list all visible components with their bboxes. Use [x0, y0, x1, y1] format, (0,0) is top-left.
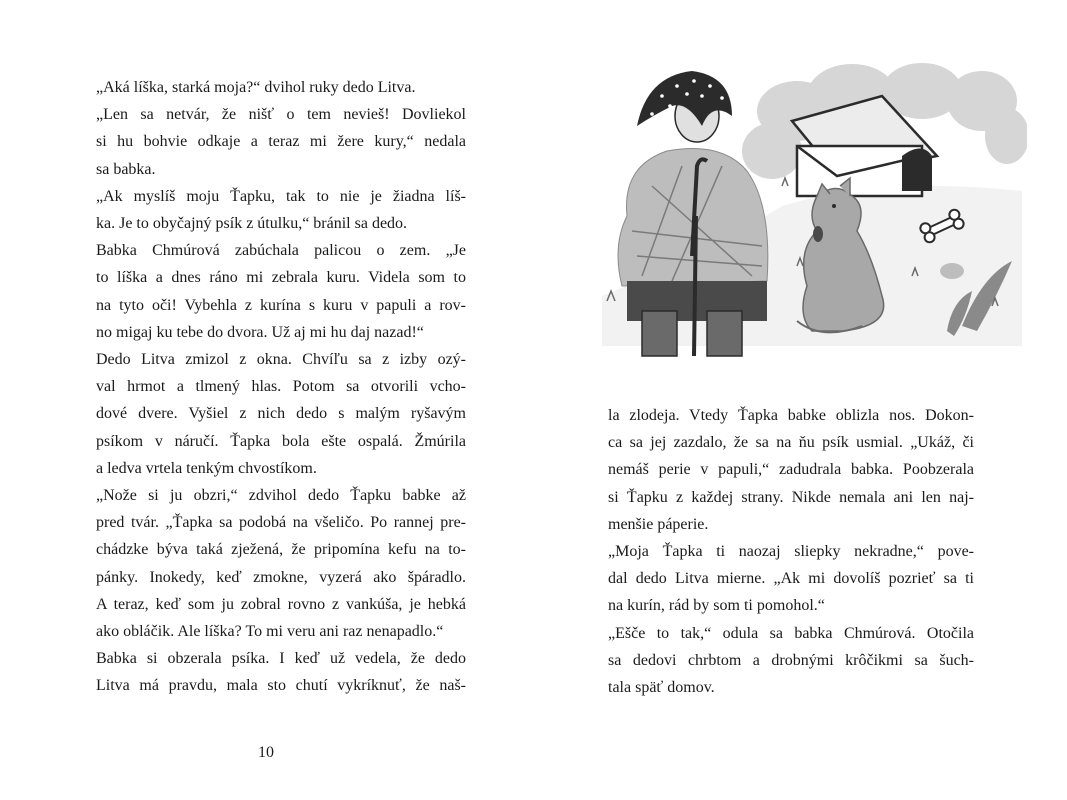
text-line: to líška a dnes ráno mi zebrala kuru. Videla som to: [96, 269, 466, 287]
text-line: „Len sa netvár, že nišť o tem nevieš! Dovliekol: [96, 106, 466, 124]
text-line: val hrmot a tlmený hlas. Potom sa otvorili vcho-: [96, 378, 466, 396]
text-line: ka. Je to obyčajný psík z útulku,“ bránil sa dedo.: [96, 215, 408, 233]
text-line: na tyto oči! Vybehla z kurína s kuru v papuli a rov-: [96, 296, 466, 314]
text-line: na kurín, rád by som ti pomohol.“: [608, 597, 825, 615]
text-line: menšie páperie.: [608, 515, 709, 533]
text-line: dové dvere. Vyšiel z nich dedo s malým ryšavým: [96, 405, 466, 423]
text-line: „Ak myslíš moju Ťapku, tak to nie je žiadna líš-: [96, 187, 466, 205]
text-line: Litva má pravdu, mala sto chutí vykríknuť, že naš-: [96, 677, 466, 695]
text-line: psíkom v náručí. Ťapka bola ešte ospalá. Žmúrila: [96, 432, 466, 450]
text-line: si Ťapku z každej strany. Nikde nemala ani len naj-: [608, 488, 974, 506]
text-line: „Ešče to tak,“ odula sa babka Chmúrová. Otočila: [608, 624, 974, 642]
text-line: la zlodeja. Vtedy Ťapka babke oblizla nos. Dokon-: [608, 407, 974, 424]
text-line: Dedo Litva zmizol z okna. Chvíľu sa z izby ozý-: [96, 351, 466, 369]
text-line: pred tvár. „Ťapka sa podobá na všeličo. Po rannej pre-: [96, 514, 466, 532]
text-line: Babka si obzerala psíka. I keď už vedela, že dedo: [96, 650, 466, 668]
text-line: „Nože si ju obzri,“ zdvihol dedo Ťapku babke až: [96, 487, 466, 505]
text-line: chádzke býva taká zježená, že pripomína kefu na to-: [96, 541, 466, 559]
text-line: si hu bohvie odkaje a teraz mi žere kury,“ nedala: [96, 133, 466, 151]
text-line: ako obláčik. Ale líška? To mi veru ani raz nenapadlo.“: [96, 623, 444, 641]
text-line: Babka Chmúrová zabúchala palicou o zem. „Je: [96, 242, 466, 260]
grandma: [618, 71, 768, 356]
text-line: sa dedovi chrbtom a drobnými krôčikmi sa šuch-: [608, 651, 974, 669]
text-line: „Moja Ťapka ti naozaj sliepky nekradne,“ pove-: [608, 543, 974, 561]
page-number: 10: [258, 744, 274, 761]
left-page-text: [96, 74, 466, 700]
illustration-grandma-dog: [582, 56, 1027, 366]
text-line: pánky. Inokedy, keď zmokne, vyzerá ako špáradlo.: [96, 568, 466, 586]
text-line: A teraz, keď som ju zobral rovno z vankúša, je hebká: [96, 595, 466, 613]
text-line: dal dedo Litva mierne. „Ak mi dovolíš pozrieť sa ti: [608, 570, 974, 588]
text-line: a ledva vrtela tenkým chvostíkom.: [96, 459, 317, 477]
right-page-text: [608, 402, 974, 701]
text-line: nemáš perie v papuli,“ zadudrala babka. Poobzerala: [608, 461, 974, 479]
text-line: no migaj ku tebe do dvora. Už aj mi hu daj nazad!“: [96, 323, 424, 341]
text-line: tala späť domov.: [608, 679, 715, 697]
text-line: sa babka.: [96, 160, 156, 178]
text-line: ca sa jej zazdalo, že sa na ňu psík usmial. „Ukáž, či: [608, 434, 974, 452]
text-line: „Aká líška, starká moja?“ dvihol ruky dedo Litva.: [96, 79, 416, 96]
